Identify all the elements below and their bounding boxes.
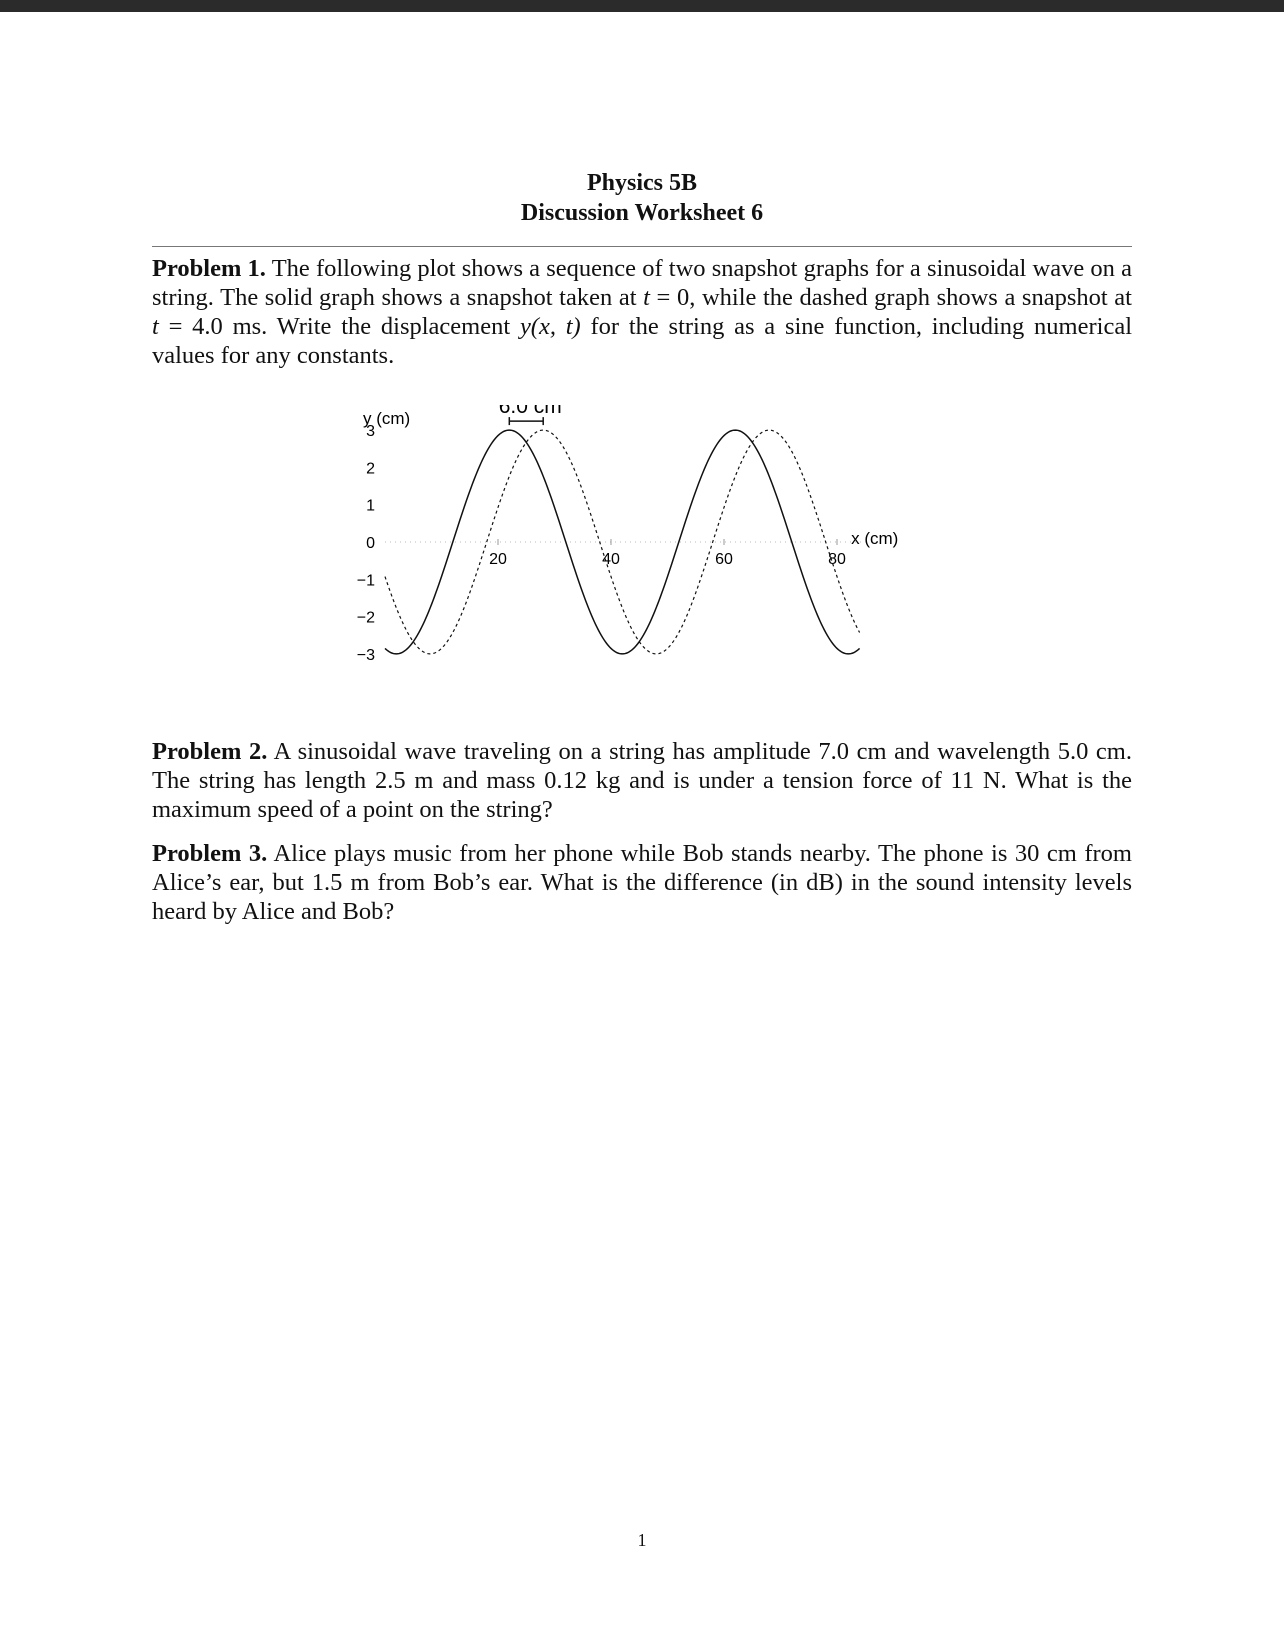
y-tick-label: 0 — [366, 535, 375, 552]
y-tick-label: −1 — [356, 572, 375, 590]
problem-1-text-a: The following plot shows a sequence of two snapshot graphs for a sinusoidal wave on a string. The solid graph shows a snapshot taken at — [152, 255, 1132, 311]
problem-3-label: Problem 3. — [152, 840, 268, 867]
y-axis-label: y (cm) — [363, 409, 411, 429]
course-title: Physics 5B — [586, 170, 697, 196]
problem-1 — [152, 254, 1132, 370]
y-tick-label: −2 — [356, 609, 375, 627]
y-tick-label: 1 — [366, 497, 375, 515]
series-t4ms-dashed — [385, 430, 860, 654]
document-header — [0, 168, 1284, 228]
header-rule — [152, 246, 1132, 247]
wave-snapshot-figure — [340, 405, 920, 705]
problem-1-text-b: = 0, while the dashed graph shows a snapshot at — [649, 284, 1132, 311]
problem-1-var-t2: t — [152, 313, 159, 340]
worksheet-title: Discussion Worksheet 6 — [520, 200, 764, 226]
x-tick-label: 60 — [715, 551, 733, 568]
y-tick-label: 3 — [366, 423, 375, 441]
x-axis-label: x (cm) — [851, 529, 899, 548]
x-tick-label: 80 — [828, 551, 846, 568]
problem-2 — [152, 737, 1132, 824]
problem-1-text-d: for the string as a sine function, including numerical values for any constants. — [152, 313, 1133, 369]
top-bar — [0, 0, 1284, 12]
problem-1-var-y: y(x, t) — [519, 313, 581, 340]
y-tick-label: −3 — [356, 646, 375, 664]
problem-1-var-t1: t — [643, 284, 650, 311]
wave-chart — [340, 405, 920, 705]
series-t0-solid — [385, 430, 860, 654]
x-tick-label: 40 — [602, 551, 620, 568]
problem-3-text: Alice plays music from her phone while Bob stands nearby. The phone is 30 cm from Alice’s ear, but 1.5 m from Bob’s ear. What is the difference (in dB) in the sound intensity levels heard by Alice and Bob? — [152, 840, 1132, 925]
problem-2-label: Problem 2. — [152, 738, 268, 765]
distance-annotation: 6.0 cm — [498, 405, 562, 419]
problem-1-text-c: = 4.0 ms. Write the displacement — [158, 313, 520, 340]
problem-3 — [152, 839, 1132, 926]
problem-2-text: A sinusoidal wave traveling on a string has amplitude 7.0 cm and wavelength 5.0 cm. The string has length 2.5 m and mass 0.12 kg and is under a tension force of 11 N. What is the maximum speed of a point on the string? — [152, 738, 1132, 823]
x-tick-label: 20 — [489, 551, 507, 568]
problem-1-label: Problem 1. — [152, 255, 266, 282]
page-number: 1 — [637, 1530, 647, 1550]
y-tick-label: 2 — [366, 460, 375, 478]
